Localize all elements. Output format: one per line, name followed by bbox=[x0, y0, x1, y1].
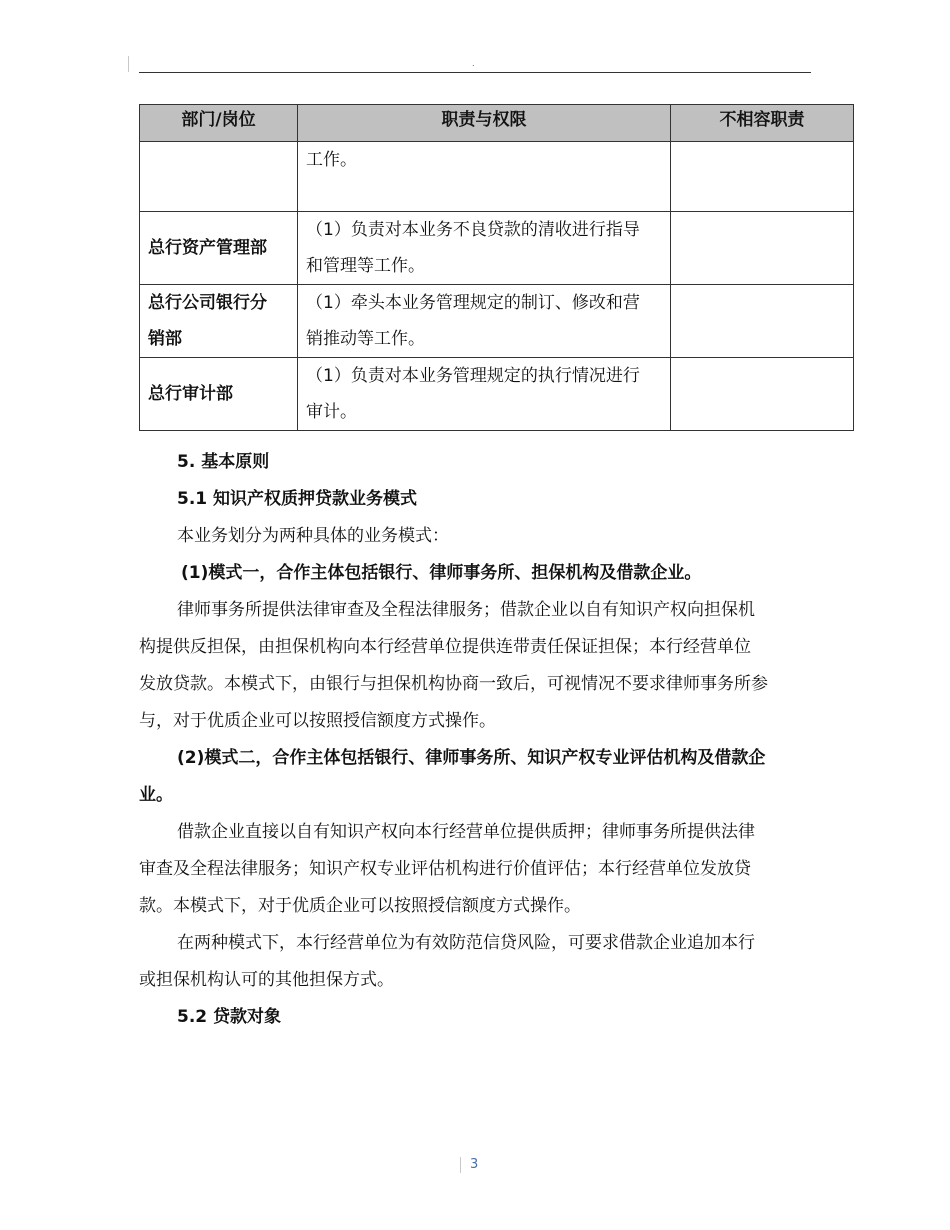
paragraph-line: 业。 bbox=[139, 785, 173, 805]
dept-cell bbox=[140, 285, 298, 358]
intro-paragraph: 本业务划分为两种具体的业务模式： bbox=[177, 526, 449, 546]
incompatible-cell bbox=[671, 358, 854, 431]
mode1-paragraph bbox=[139, 592, 811, 740]
duty-table bbox=[139, 104, 854, 431]
paragraph-line: 或担保机构认可的其他担保方式。 bbox=[139, 970, 394, 990]
header-rule bbox=[139, 72, 811, 73]
header-mark: . bbox=[472, 59, 475, 68]
dept-line: 总行公司银行分 bbox=[148, 293, 267, 313]
paragraph-line: 律师事务所提供法律审查及全程法律服务；借款企业以自有知识产权向担保机 bbox=[177, 600, 755, 620]
incompatible-cell bbox=[671, 142, 854, 212]
paragraph-line: 发放贷款。本模式下，由银行与担保机构协商一致后，可视情况不要求律师事务所参 bbox=[139, 674, 768, 694]
table-header-row bbox=[140, 105, 854, 142]
section-heading: 5. 基本原则 bbox=[177, 452, 270, 472]
dept-cell: 总行资产管理部 bbox=[140, 212, 298, 285]
duty-cell bbox=[298, 358, 671, 431]
incompatible-cell bbox=[671, 212, 854, 285]
subsection-heading: 5.2 贷款对象 bbox=[177, 1007, 282, 1027]
mode1-title: (1)模式一，合作主体包括银行、律师事务所、担保机构及借款企业。 bbox=[181, 563, 702, 583]
duty-line: 工作。 bbox=[306, 150, 357, 170]
table-row bbox=[140, 358, 854, 431]
duty-cell bbox=[298, 212, 671, 285]
paragraph-line: 构提供反担保，由担保机构向本行经营单位提供连带责任保证担保；本行经营单位 bbox=[139, 637, 751, 657]
subsection-heading: 5.1 知识产权质押贷款业务模式 bbox=[177, 489, 418, 509]
dept-cell: 总行审计部 bbox=[140, 358, 298, 431]
table-row bbox=[140, 285, 854, 358]
paragraph-line: 借款企业直接以自有知识产权向本行经营单位提供质押；律师事务所提供法律 bbox=[177, 822, 755, 842]
dept-line: 销部 bbox=[148, 329, 182, 349]
duty-cell bbox=[298, 285, 671, 358]
footer-bar bbox=[460, 1157, 461, 1173]
header-dept: 部门/岗位 bbox=[140, 105, 298, 142]
paragraph-line: 款。本模式下，对于优质企业可以按照授信额度方式操作。 bbox=[139, 896, 581, 916]
duty-line: 销推动等工作。 bbox=[306, 329, 425, 349]
header-corner-mark bbox=[128, 56, 129, 72]
incompatible-cell bbox=[671, 285, 854, 358]
document-body bbox=[139, 444, 811, 1036]
paragraph-line: 在两种模式下，本行经营单位为有效防范信贷风险，可要求借款企业追加本行 bbox=[177, 933, 755, 953]
dept-cell bbox=[140, 142, 298, 212]
duty-line: （1）负责对本业务不良贷款的清收进行指导 bbox=[306, 220, 640, 240]
both-modes-paragraph bbox=[139, 925, 811, 999]
duty-line: 和管理等工作。 bbox=[306, 256, 425, 276]
table-row bbox=[140, 212, 854, 285]
paragraph-line: (2)模式二，合作主体包括银行、律师事务所、知识产权专业评估机构及借款企 bbox=[177, 748, 766, 768]
table-row bbox=[140, 142, 854, 212]
page-number: 3 bbox=[470, 1157, 479, 1172]
duty-cell bbox=[298, 142, 671, 212]
duty-line: （1）牵头本业务管理规定的制订、修改和营 bbox=[306, 293, 640, 313]
mode2-title bbox=[139, 740, 811, 814]
paragraph-line: 与，对于优质企业可以按照授信额度方式操作。 bbox=[139, 711, 496, 731]
header-duty: 职责与权限 bbox=[298, 105, 671, 142]
paragraph-line: 审查及全程法律服务；知识产权专业评估机构进行价值评估；本行经营单位发放贷 bbox=[139, 859, 751, 879]
duty-line: （1）负责对本业务管理规定的执行情况进行 bbox=[306, 366, 640, 386]
duty-line: 审计。 bbox=[306, 402, 357, 422]
header-incompatible: 不相容职责 bbox=[671, 105, 854, 142]
mode2-paragraph bbox=[139, 814, 811, 925]
